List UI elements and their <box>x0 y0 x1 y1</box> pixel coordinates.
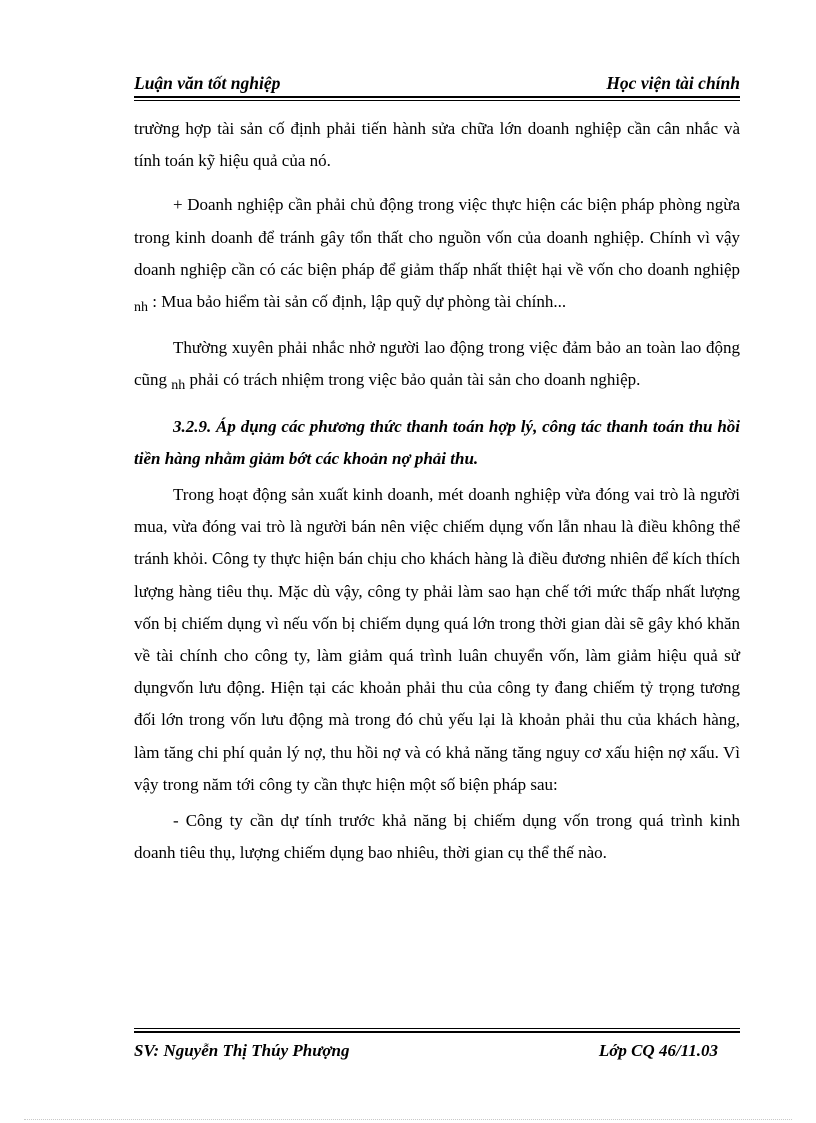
header-divider <box>134 96 740 101</box>
paragraph-2-part-b: : Mua bảo hiểm tài sản cố định, lập quỹ dự phòng tài chính... <box>152 292 567 312</box>
paragraph-3-part-b: phải có trách nhiệm trong việc bảo quản tài sản cho doanh nghiệp. <box>189 370 641 390</box>
paragraph-2 <box>134 189 740 320</box>
paragraph-3 <box>134 332 740 398</box>
header-institution-label: Học viện tài chính <box>606 73 740 93</box>
paragraph-3-part-a: Thường xuyên phải nhắc nhở người lao động trong việc đảm bảo an toàn lao động cũng <box>134 338 740 390</box>
footer-class-code: Lớp CQ 46/11.03 <box>598 1041 718 1060</box>
paragraph-2-subscript: nh <box>134 300 148 316</box>
paragraph-5: - Công ty cần dự tính trước khả năng bị chiếm dụng vốn trong quá trình kinh doanh tiêu thụ, lượng chiếm dụng bao nhiêu, thời gian cụ thể thế nào. <box>134 811 740 863</box>
header-thesis-label: Luận văn tốt nghiệp <box>134 73 281 93</box>
paragraph-2-part-a: + Doanh nghiệp cần phải chủ động trong việc thực hiện các biện pháp phòng ngừa trong kinh doanh để tránh gây tổn thất cho nguồn vốn của doanh nghiệp. Chính vì vậy doanh nghiệp cần có các biện pháp để giảm thấp nhất thiệt hại về vốn cho doanh nghiệp <box>134 195 740 279</box>
paragraph-3-subscript: nh <box>171 378 186 394</box>
footer-student-name: SV: Nguyễn Thị Thúy Phượng <box>134 1041 350 1060</box>
document-body <box>134 113 740 869</box>
page-header <box>134 73 740 94</box>
paragraph-1: trường hợp tài sản cố định phải tiến hành sửa chữa lớn doanh nghiệp cần cân nhắc và tính toán kỹ hiệu quả của nó. <box>134 119 740 171</box>
paragraph-4: Trong hoạt động sản xuất kinh doanh, mét doanh nghiệp vừa đóng vai trò là người mua, vừa đóng vai trò là người bán nên việc chiếm dụng vốn lẫn nhau là điều không thể tránh khỏi. Công ty thực hiện bán chịu cho khách hàng là điều đương nhiên để kích thích lượng hàng tiêu thụ. Mặc dù vậy, công ty phải làm sao hạn chế tới mức thấp nhất lượng vốn bị chiếm dụng vì nếu vốn bị chiếm dụng quá lớn trong thời gian dài sẽ gây khó khăn về tài chính cho công ty, làm giảm quá trình luân chuyển vốn, làm giảm hiệu quả sử dụngvốn lưu động. Hiện tại các khoản phải thu của công ty đang chiếm tỷ trọng tương đối lớn trong vốn lưu động mà trong đó chủ yếu lại là khoản phải thu của khách hàng, làm tăng chi phí quản lý nợ, thu hồi nợ và có khả năng tăng nguy cơ xấu hiện nợ xấu. Vì vậy trong năm tới công ty cần thực hiện một số biện pháp sau: <box>134 485 740 794</box>
section-heading: 3.2.9. Áp dụng các phương thức thanh toán hợp lý, công tác thanh toán thu hồi tiền hàng nhằm giảm bớt các khoản nợ phải thu. <box>134 416 740 468</box>
page-bottom-edge <box>24 1119 792 1120</box>
page-footer <box>134 1041 718 1061</box>
footer-divider <box>134 1028 740 1033</box>
